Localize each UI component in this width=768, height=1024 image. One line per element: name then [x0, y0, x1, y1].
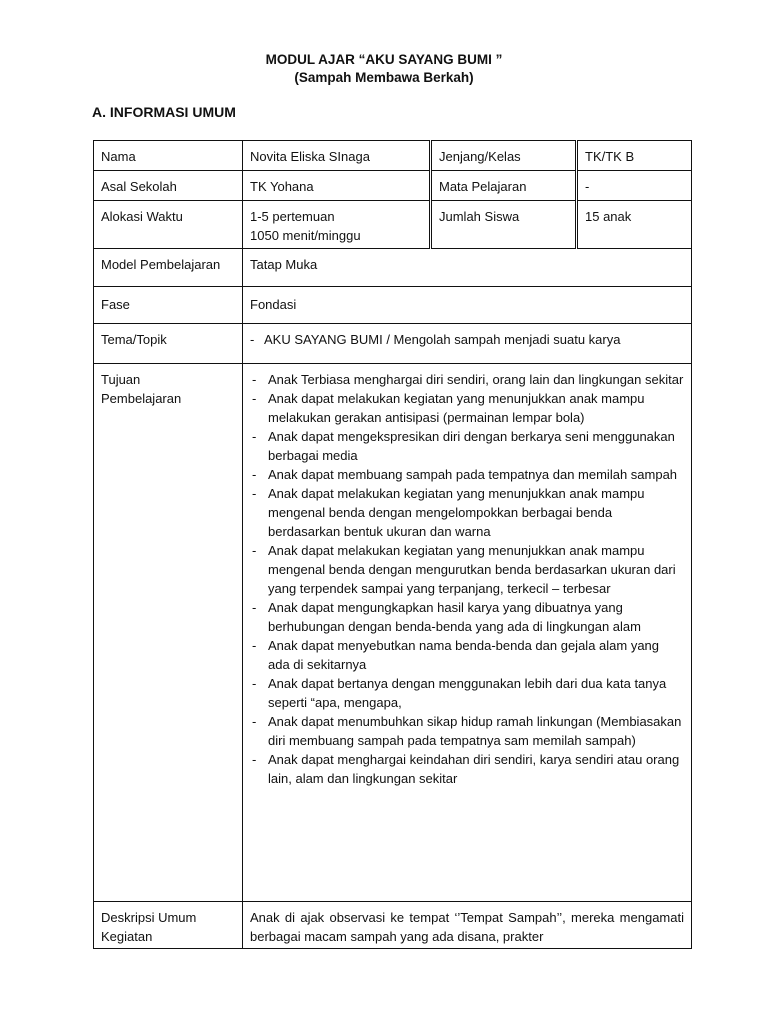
list-item: - Anak dapat mengekspresikan diri dengan berkarya seni menggunakan berbagai media — [250, 427, 684, 465]
table-row — [94, 171, 692, 201]
tema-topik-label: Tema/Topik — [94, 324, 243, 364]
list-item: - Anak dapat menyebutkan nama benda-benda dan gejala alam yang ada di sekitarnya — [250, 636, 684, 674]
alokasi-line-1: 1-5 pertemuan — [250, 209, 335, 224]
table-row — [94, 324, 692, 364]
model-pembelajaran-value: Tatap Muka — [243, 249, 692, 287]
nama-label: Nama — [94, 141, 243, 171]
topic-dash: - — [250, 332, 255, 347]
mata-pelajaran-label: Mata Pelajaran — [431, 171, 577, 201]
table-row — [94, 201, 692, 249]
tema-topik-value — [243, 324, 692, 364]
fase-value: Fondasi — [243, 287, 692, 324]
deskripsi-kegiatan-value: Anak di ajak observasi ke tempat ‘’Tempat Sampah’’, mereka mengamati berbagai macam sampah yang ada disana, prakter — [243, 902, 692, 949]
table-row — [94, 249, 692, 287]
list-item: - Anak dapat membuang sampah pada tempatnya dan memilah sampah — [250, 465, 684, 484]
jenjang-label: Jenjang/Kelas — [431, 141, 577, 171]
table-row — [94, 364, 692, 902]
asal-sekolah-label: Asal Sekolah — [94, 171, 243, 201]
tujuan-label-line-1: Tujuan — [101, 372, 141, 387]
deskripsi-label-line-2: Kegiatan — [101, 929, 153, 944]
list-item: - Anak dapat melakukan kegiatan yang menunjukkan anak mampu mengenal benda dengan mengurutkan benda berdasarkan ukuran dari yang terpendek sampai yang terpanjang, terkecil – terbesar — [250, 541, 684, 598]
list-item: - Anak dapat mengungkapkan hasil karya yang dibuatnya yang berhubungan dengan benda-benda yang ada di lingkungan alam — [250, 598, 684, 636]
goals-list — [250, 370, 684, 788]
mata-pelajaran-value: - — [577, 171, 692, 201]
list-item: - Anak dapat menumbuhkan sikap hidup ramah linkungan (Membiasakan diri membuang sampah pada tempatnya sam memilah sampah) — [250, 712, 684, 750]
alokasi-waktu-value — [243, 201, 431, 249]
deskripsi-label-line-1: Deskripsi Umum — [101, 910, 197, 925]
alokasi-line-2: 1050 menit/minggu — [250, 228, 361, 243]
fase-label: Fase — [94, 287, 243, 324]
tujuan-pembelajaran-label — [94, 364, 243, 902]
deskripsi-kegiatan-label — [94, 902, 243, 949]
list-item: - Anak dapat melakukan kegiatan yang menunjukkan anak mampu mengenal benda dengan mengelompokkan berbagai benda berdasarkan bentuk ukuran dan warna — [250, 484, 684, 541]
jumlah-siswa-label: Jumlah Siswa — [431, 201, 577, 249]
list-item: - Anak Terbiasa menghargai diri sendiri, orang lain dan lingkungan sekitar — [250, 370, 684, 389]
tujuan-pembelajaran-value — [243, 364, 692, 902]
model-pembelajaran-label: Model Pembelajaran — [94, 249, 243, 287]
nama-value: Novita Eliska SInaga — [243, 141, 431, 171]
section-heading: A. INFORMASI UMUM — [92, 104, 236, 120]
tema-topik-text: AKU SAYANG BUMI / Mengolah sampah menjadi suatu karya — [264, 332, 621, 347]
info-table — [93, 140, 692, 949]
list-item: - Anak dapat bertanya dengan menggunakan lebih dari dua kata tanya seperti “apa, mengapa, — [250, 674, 684, 712]
jumlah-siswa-value: 15 anak — [577, 201, 692, 249]
jenjang-value: TK/TK B — [577, 141, 692, 171]
tujuan-label-line-2: Pembelajaran — [101, 391, 182, 406]
list-item: - Anak dapat melakukan kegiatan yang menunjukkan anak mampu melakukan gerakan antisipasi (permainan lempar bola) — [250, 389, 684, 427]
alokasi-waktu-label: Alokasi Waktu — [94, 201, 243, 249]
table-row — [94, 902, 692, 949]
table-row — [94, 287, 692, 324]
table-row — [94, 141, 692, 171]
asal-sekolah-value: TK Yohana — [243, 171, 431, 201]
module-subtitle: (Sampah Membawa Berkah) — [294, 70, 474, 85]
module-title: MODUL AJAR “AKU SAYANG BUMI ” — [265, 52, 503, 67]
list-item: - Anak dapat menghargai keindahan diri sendiri, karya sendiri atau orang lain, alam dan lingkungan sekitar — [250, 750, 684, 788]
